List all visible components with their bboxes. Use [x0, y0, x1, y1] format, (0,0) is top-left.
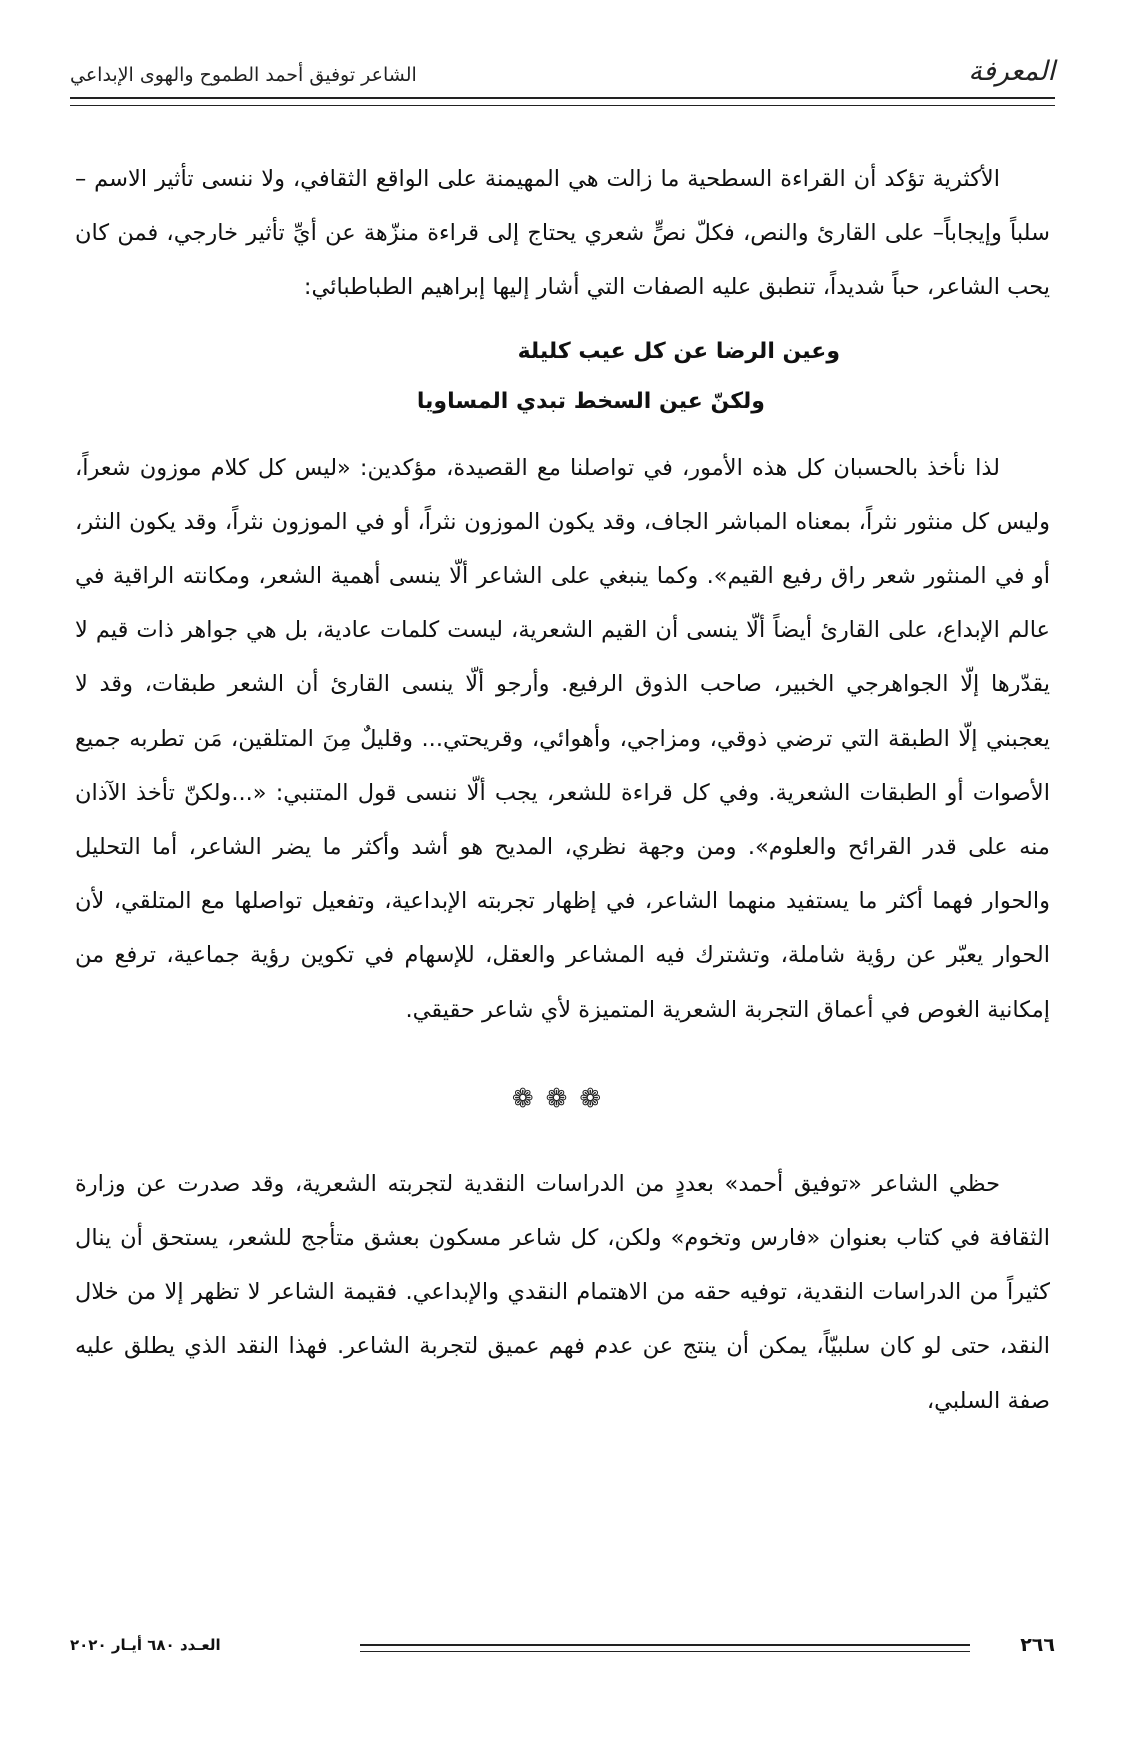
verse-line-2: ولكنّ عين السخط تبدي المساويا [416, 388, 765, 414]
header-divider [70, 97, 1055, 106]
verse-line-1: وعين الرضا عن كل عيب كليلة [517, 338, 840, 364]
magazine-logo: المعرفة [968, 56, 1055, 87]
running-header [70, 50, 1055, 96]
page-number: ٢٦٦ [1020, 1634, 1055, 1656]
article-running-title: الشاعر توفيق أحمد الطموح والهوى الإبداعي [70, 64, 417, 86]
paragraph-2: لذا نأخذ بالحسبان كل هذه الأمور، في تواصلنا مع القصيدة، مؤكدين: «ليس كل كلام موزون شعراً، وليس كل منثور نثراً، بمعناه المباشر الجاف، وقد يكون الموزون نثراً، أو في الموزون نثراً، وقد يكون النثر، أو في المنثور شعر راق رفيع القيم». وكما ينبغي على الشاعر ألّا ينسى أهمية الشعر، ومكانته الراقية في عالم الإبداع، على القارئ أيضاً ألّا ينسى أن القيم الشعرية، ليست كلمات عادية، بل هي جواهر ذات قيم لا يقدّرها إلّا الجواهرجي الخبير، صاحب الذوق الرفيع. وأرجو ألّا ينسى القارئ أن الشعر طبقات، وقد لا يعجبني إلّا الطبقة التي ترضي ذوقي، ومزاجي، وأهوائي، وقريحتي... وقليلٌ مِنَ المتلقين، مَن تطربه جميع الأصوات أو الطبقات الشعرية. وفي كل قراءة للشعر، يجب ألّا ننسى قول المتنبي: «...ولكنّ تأخذ الآذان منه على قدر القرائح والعلوم». ومن وجهة نظري، المديح هو أشد وأكثر ما يضر الشاعر، أما التحليل والحوار فهما أكثر ما يستفيد منهما الشاعر، في إظهار تجربته الإبداعية، وتفعيل تواصلها مع المتلقي، لأن الحوار يعبّر عن رؤية شاملة، وتشترك فيه المشاعر والعقل، للإسهام في تكوين رؤية جماعية، ترفع من إمكانية الغوص في أعماق التجربة الشعرية المتميزة لأي شاعر حقيقي. [75, 454, 1050, 1023]
paragraph-1: الأكثرية تؤكد أن القراءة السطحية ما زالت هي المهيمنة على الواقع الثقافي، ولا ننسى تأثير الاسم –سلباً وإيجاباً– على القارئ والنص، فكلّ نصٍّ شعري يحتاج إلى قراءة منزّهة عن أيِّ تأثير خارجي، فمن كان يحب الشاعر، حباً شديداً، تنطبق عليه الصفات التي أشار إليها إبراهيم الطباطبائي: [75, 166, 1050, 301]
page-footer [70, 1634, 1055, 1664]
poem-verse [75, 327, 1050, 427]
article-body [75, 152, 1050, 1428]
paragraph-3: حظي الشاعر «توفيق أحمد» بعددٍ من الدراسات النقدية لتجربته الشعرية، وقد صدرت عن وزارة الثقافة في كتاب بعنوان «فارس وتخوم» ولكن، كل شاعر مسكون بعشق متأجج للشعر، يستحق أن ينال كثيراً من الدراسات النقدية، توفيه حقه من الاهتمام النقدي والإبداعي. فقيمة الشاعر لا تظهر إلا من خلال النقد، حتى لو كان سلبيّاً، يمكن أن ينتج عن عدم فهم عميق لتجربة الشاعر. فهذا النقد الذي يطلق عليه صفة السلبي، [75, 1170, 1050, 1414]
footer-divider [360, 1644, 970, 1652]
issue-info: العـدد ٦٨٠ أيـار ٢٠٢٠ [70, 1636, 221, 1654]
section-separator-ornament: ❁❁❁ [511, 1083, 614, 1114]
